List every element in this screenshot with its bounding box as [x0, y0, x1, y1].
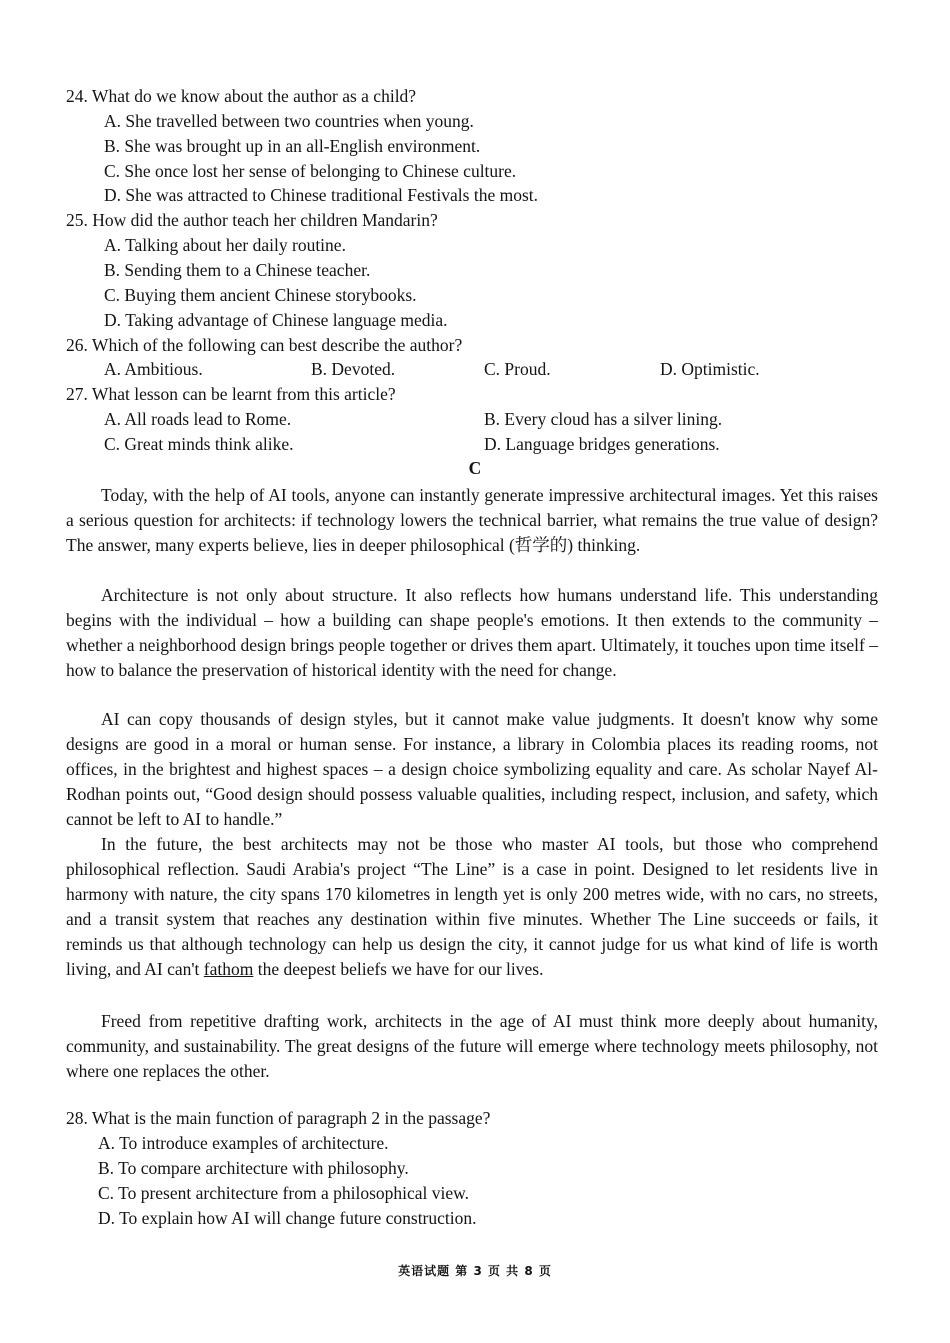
- question-26-option-d: D. Optimistic.: [660, 359, 760, 379]
- question-27-option-b: B. Every cloud has a silver lining.: [484, 409, 723, 429]
- question-27-option-c: C. Great minds think alike.: [104, 434, 294, 454]
- question-28-option-a: A. To introduce examples of architecture.: [98, 1133, 389, 1153]
- passage-paragraph-4-tail: the deepest beliefs we have for our lives.: [253, 958, 544, 979]
- section-c-heading: C: [468, 458, 482, 478]
- passage-paragraph-1: Today, with the help of AI tools, anyone can instantly generate impressive architectural images. Yet this raises a serious question for architects: if technology lowers the technical barrier, what remains the true value of design? The answer, many experts believe, lies in deeper philosophical (哲学的) thinking.: [66, 485, 878, 555]
- question-24-stem: 24. What do we know about the author as a child?: [66, 86, 417, 106]
- page-footer: 英语试题 第 3 页 共 8 页: [398, 1264, 552, 1278]
- underlined-word: fathom: [203, 958, 254, 979]
- question-28-stem: 28. What is the main function of paragraph 2 in the passage?: [66, 1108, 491, 1128]
- question-27-option-d: D. Language bridges generations.: [484, 434, 720, 454]
- passage-paragraph-2: Architecture is not only about structure. It also reflects how humans understand life. This understanding begins with the individual – how a building can shape people's emotions. It then extends to the community – whether a neighborhood design brings people together or drives them apart. Ultimately, it touches upon time itself – how to balance the preservation of historical identity with the need for change.: [66, 585, 878, 680]
- question-24-option-a: A. She travelled between two countries when young.: [104, 111, 474, 131]
- question-25-option-a: A. Talking about her daily routine.: [104, 235, 346, 255]
- question-26-option-a: A. Ambitious.: [104, 359, 203, 379]
- question-27-stem: 27. What lesson can be learnt from this article?: [66, 384, 396, 404]
- question-28-option-b: B. To compare architecture with philosophy.: [98, 1158, 409, 1178]
- question-28-option-d: D. To explain how AI will change future construction.: [98, 1208, 477, 1228]
- passage-paragraph-3: AI can copy thousands of design styles, but it cannot make value judgments. It doesn't know why some designs are good in a moral or human sense. For instance, a library in Colombia places its reading rooms, not offices, in the brightest and highest spaces – a design choice symbolizing equality and care. As scholar Nayef Al-Rodhan points out, “Good design should possess valuable qualities, including respect, inclusion, and safety, which cannot be left to AI to handle.”: [66, 709, 878, 829]
- question-25-option-b: B. Sending them to a Chinese teacher.: [104, 260, 371, 280]
- question-26-option-b: B. Devoted.: [311, 359, 396, 379]
- question-24-option-d: D. She was attracted to Chinese traditional Festivals the most.: [104, 185, 539, 205]
- question-25-option-c: C. Buying them ancient Chinese storybooks.: [104, 285, 417, 305]
- passage-paragraph-5: Freed from repetitive drafting work, architects in the age of AI must think more deeply about humanity, community, and sustainability. The great designs of the future will emerge where technology meets philosophy, not where one replaces the other.: [66, 1011, 878, 1081]
- passage-paragraph-4-text: In the future, the best architects may not be those who master AI tools, but those who comprehend philosophical reflection. Saudi Arabia's project “The Line” is a case in point. Designed to let residents live in harmony with nature, the city spans 170 kilometres in length yet is only 200 metres wide, with no cars, no streets, and a transit system that reaches any destination within five minutes. Whether The Line succeeds or fails, it reminds us that although technology can help us design the city, it cannot judge for us what kind of life is worth living, and AI can't: [66, 834, 878, 979]
- question-26-stem: 26. Which of the following can best describe the author?: [66, 335, 463, 355]
- question-25-stem: 25. How did the author teach her children Mandarin?: [66, 210, 438, 230]
- question-24-option-c: C. She once lost her sense of belonging to Chinese culture.: [104, 161, 517, 181]
- passage-paragraph-4: [66, 832, 878, 981]
- question-27-option-a: A. All roads lead to Rome.: [104, 409, 292, 429]
- question-24-option-b: B. She was brought up in an all-English environment.: [104, 136, 481, 156]
- question-25-option-d: D. Taking advantage of Chinese language media.: [104, 310, 448, 330]
- question-26-option-c: C. Proud.: [484, 359, 551, 379]
- question-28-option-c: C. To present architecture from a philosophical view.: [98, 1183, 470, 1203]
